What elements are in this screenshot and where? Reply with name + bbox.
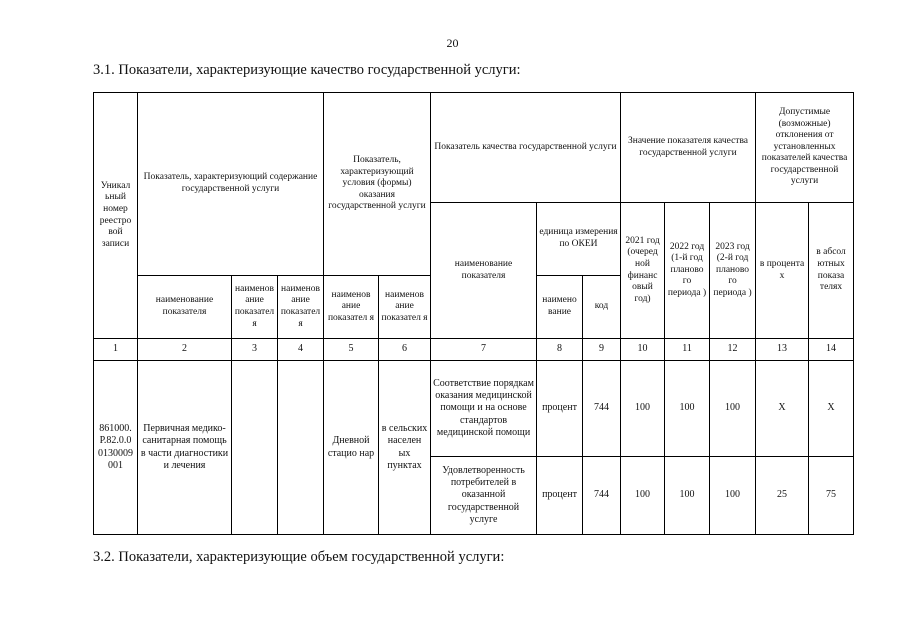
column-number: 13	[756, 339, 809, 361]
section-heading-volume: 3.2. Показатели, характеризующие объем государственной услуги:	[93, 549, 505, 565]
header-unit-code: код	[583, 276, 621, 339]
deviation-percent-cell: 25	[756, 457, 809, 535]
condition-value-1: Дневной стацио нар	[324, 361, 379, 535]
header-year-2022: 2022 год (1-й год планово го периода )	[665, 203, 710, 339]
value-2023-cell: 100	[710, 457, 756, 535]
page-number: 20	[446, 36, 459, 50]
content-value-3	[278, 361, 324, 535]
header-content-group: Показатель, характеризующий содержание государственной услуги	[138, 93, 324, 276]
header-content-name-1: наименование показателя	[138, 276, 232, 339]
header-in-absolute: в абсол ютных показа телях	[809, 203, 854, 339]
column-number: 11	[665, 339, 710, 361]
value-2023-cell: 100	[710, 361, 756, 457]
header-content-name-3: наименов ание показател я	[278, 276, 324, 339]
value-2022-cell: 100	[665, 361, 710, 457]
deviation-absolute-cell: 75	[809, 457, 854, 535]
content-value-1: Первичная медико-санитарная помощь в части диагностики и лечения	[138, 361, 232, 535]
header-quality-group: Показатель качества государственной услуги	[431, 93, 621, 203]
deviation-absolute-cell: X	[809, 361, 854, 457]
condition-value-2: в сельских населен ых пунктах	[379, 361, 431, 535]
value-2022-cell: 100	[665, 457, 710, 535]
column-number: 4	[278, 339, 324, 361]
column-number: 3	[232, 339, 278, 361]
header-unit-name: наимено вание	[537, 276, 583, 339]
header-unit-group: единица измерения по ОКЕИ	[537, 203, 621, 276]
registry-number: 861000. Р.82.0.0 0130009 001	[94, 361, 138, 535]
section-heading-quality: 3.1. Показатели, характеризующие качество государственной услуги:	[93, 62, 521, 78]
header-indicator-name: наименование показателя	[431, 203, 537, 339]
unit-code-cell: 744	[583, 361, 621, 457]
column-number: 6	[379, 339, 431, 361]
unit-name-cell: процент	[537, 361, 583, 457]
value-2021-cell: 100	[621, 457, 665, 535]
column-number: 10	[621, 339, 665, 361]
column-number: 8	[537, 339, 583, 361]
header-value-group: Значение показателя качества государственной услуги	[621, 93, 756, 203]
header-condition-name-2: наименов ание показател я	[379, 276, 431, 339]
column-number: 14	[809, 339, 854, 361]
header-in-percent: в процента х	[756, 203, 809, 339]
header-condition-name-1: наименов ание показател я	[324, 276, 379, 339]
deviation-percent-cell: X	[756, 361, 809, 457]
column-number: 9	[583, 339, 621, 361]
indicator-name-cell: Соответствие порядкам оказания медицинской помощи и на основе стандартов медицинской помощи	[431, 361, 537, 457]
header-conditions-group: Показатель, характеризующий условия (формы) оказания государственной услуги	[324, 93, 431, 276]
quality-indicators-table	[93, 92, 854, 535]
column-number: 1	[94, 339, 138, 361]
unit-name-cell: процент	[537, 457, 583, 535]
column-number: 12	[710, 339, 756, 361]
column-number: 2	[138, 339, 232, 361]
unit-code-cell: 744	[583, 457, 621, 535]
column-number: 5	[324, 339, 379, 361]
header-content-name-2: наименов ание показател я	[232, 276, 278, 339]
header-unique-number: Уникал ьный номер реестро вой записи	[94, 93, 138, 339]
header-year-2021: 2021 год (очеред ной финанс овый год)	[621, 203, 665, 339]
column-number: 7	[431, 339, 537, 361]
header-deviation-group: Допустимые (возможные) отклонения от установленных показателей качества государственной услуги	[756, 93, 854, 203]
content-value-2	[232, 361, 278, 535]
indicator-name-cell: Удовлетворенность потребителей в оказанной государственной услуге	[431, 457, 537, 535]
header-year-2023: 2023 год (2-й год планово го периода )	[710, 203, 756, 339]
value-2021-cell: 100	[621, 361, 665, 457]
